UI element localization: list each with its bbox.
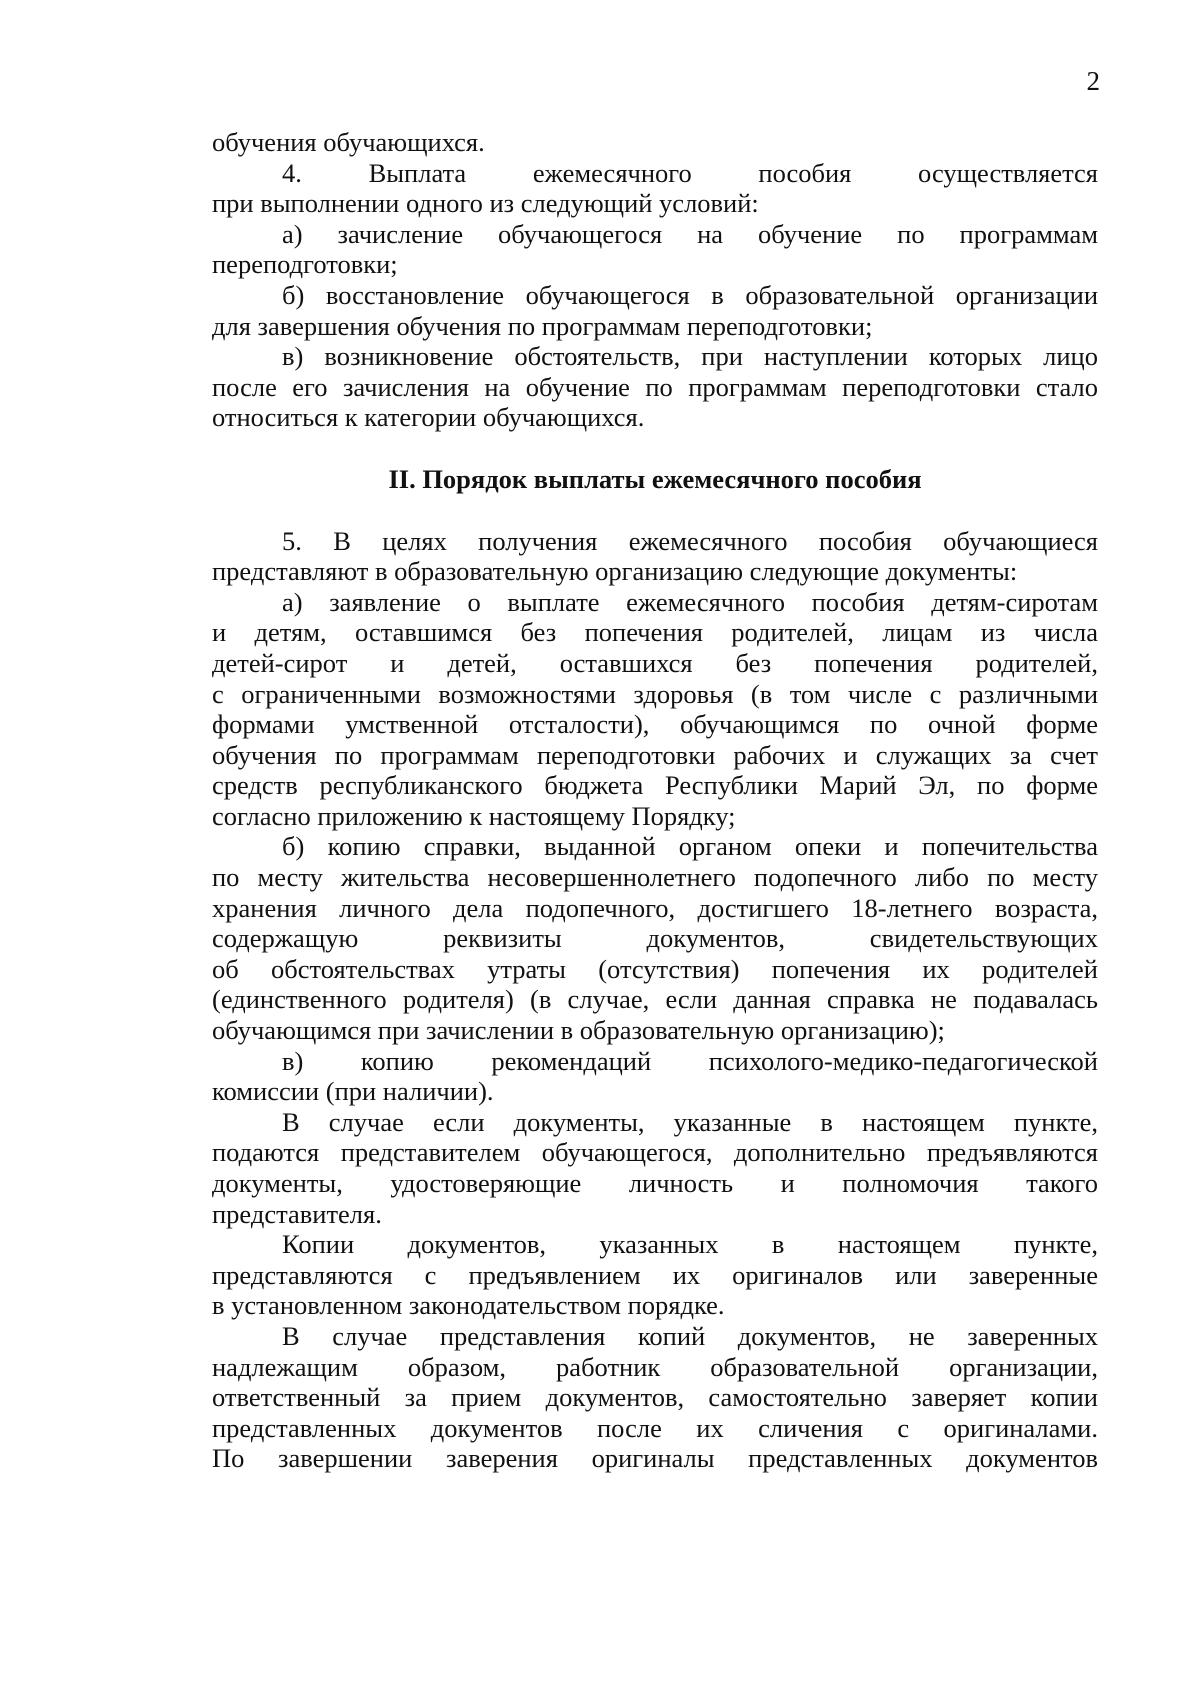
text-line: и детям, оставшимся без попечения родителей, лицам из числа — [212, 617, 1098, 648]
text-line: детей-сирот и детей, оставшихся без попечения родителей, — [212, 647, 1098, 678]
text-line: (единственного родителя) (в случае, если данная справка не подавалась — [212, 984, 1098, 1015]
text-line: 4. Выплата ежемесячного пособия осуществляется — [282, 157, 1098, 188]
text-line: Копии документов, указанных в настоящем пункте, — [282, 1229, 1098, 1260]
text-line: По завершении заверения оригиналы представленных документов — [212, 1443, 1098, 1474]
text-line: 5. В целях получения ежемесячного пособия обучающиеся — [282, 525, 1098, 556]
text-line: документы, удостоверяющие личность и полномочия такого — [212, 1168, 1098, 1198]
text-line: обучения обучающихся. — [212, 127, 485, 157]
text-line: б) копию справки, выданной органом опеки и попечительства — [282, 831, 1098, 862]
text-line: согласно приложению к настоящему Порядку; — [212, 800, 736, 831]
text-line: в) возникновение обстоятельств, при наступлении которых лицо — [282, 341, 1098, 372]
text-line: надлежащим образом, работник образовательной организации, — [212, 1351, 1098, 1382]
text-line: а) заявление о выплате ежемесячного пособия детям-сиротам — [282, 586, 1098, 617]
text-line: а) зачисление обучающегося на обучение по программам — [282, 218, 1098, 249]
text-line: об обстоятельствах утраты (отсутствия) попечения их родителей — [212, 953, 1098, 984]
text-line: комиссии (при наличии). — [212, 1076, 494, 1107]
text-line: представляют в образовательную организацию следующие документы: — [212, 556, 1018, 587]
text-line: при выполнении одного из следующий условий: — [212, 188, 759, 219]
text-line: содержащую реквизиты документов, свидетельствующих — [212, 923, 1098, 954]
text-line: в) копию рекомендаций психолого-медико-педагогической — [282, 1045, 1098, 1076]
text-line: формами умственной отсталости), обучающимся по очной форме — [212, 709, 1098, 740]
text-line: представленных документов после их сличения с оригиналами. — [212, 1412, 1098, 1443]
spacer — [212, 433, 1098, 464]
text-line: обучения по программам переподготовки рабочих и служащих за счет — [212, 739, 1098, 770]
spacer — [212, 495, 1098, 526]
text-line: после его зачисления на обучение по программам переподготовки стало — [212, 371, 1098, 402]
page-number: 2 — [1086, 66, 1100, 96]
text-line: хранения личного дела подопечного, достигшего 18-летнего возраста, — [212, 892, 1098, 923]
text-line: обучающимся при зачислении в образовательную организацию); — [212, 1015, 945, 1046]
text-line: средств республиканского бюджета Республики Марий Эл, по форме — [212, 770, 1098, 801]
text-line: В случае если документы, указанные в настоящем пункте, — [282, 1106, 1098, 1137]
section-heading: II. Порядок выплаты ежемесячного пособия — [388, 463, 922, 494]
text-line: по месту жительства несовершеннолетнего подопечного либо по месту — [212, 862, 1098, 893]
text-line: представляются с предъявлением их оригиналов или заверенные — [212, 1259, 1098, 1290]
text-line: относиться к категории обучающихся. — [212, 402, 645, 433]
text-line: представителя. — [212, 1198, 382, 1229]
text-line: ответственный за прием документов, самостоятельно заверяет копии — [212, 1382, 1098, 1413]
text-line: б) восстановление обучающегося в образовательной организации — [282, 279, 1098, 310]
text-line: для завершения обучения по программам переподготовки; — [212, 310, 873, 341]
text-line: переподготовки; — [212, 249, 398, 280]
document-body — [212, 127, 1098, 1474]
text-line: подаются представителем обучающегося, дополнительно предъявляются — [212, 1137, 1098, 1168]
text-line: в установленном законодательством порядке. — [212, 1290, 725, 1321]
text-line: с ограниченными возможностями здоровья (в том числе с различными — [212, 678, 1098, 709]
text-line: В случае представления копий документов, не заверенных — [282, 1320, 1098, 1351]
